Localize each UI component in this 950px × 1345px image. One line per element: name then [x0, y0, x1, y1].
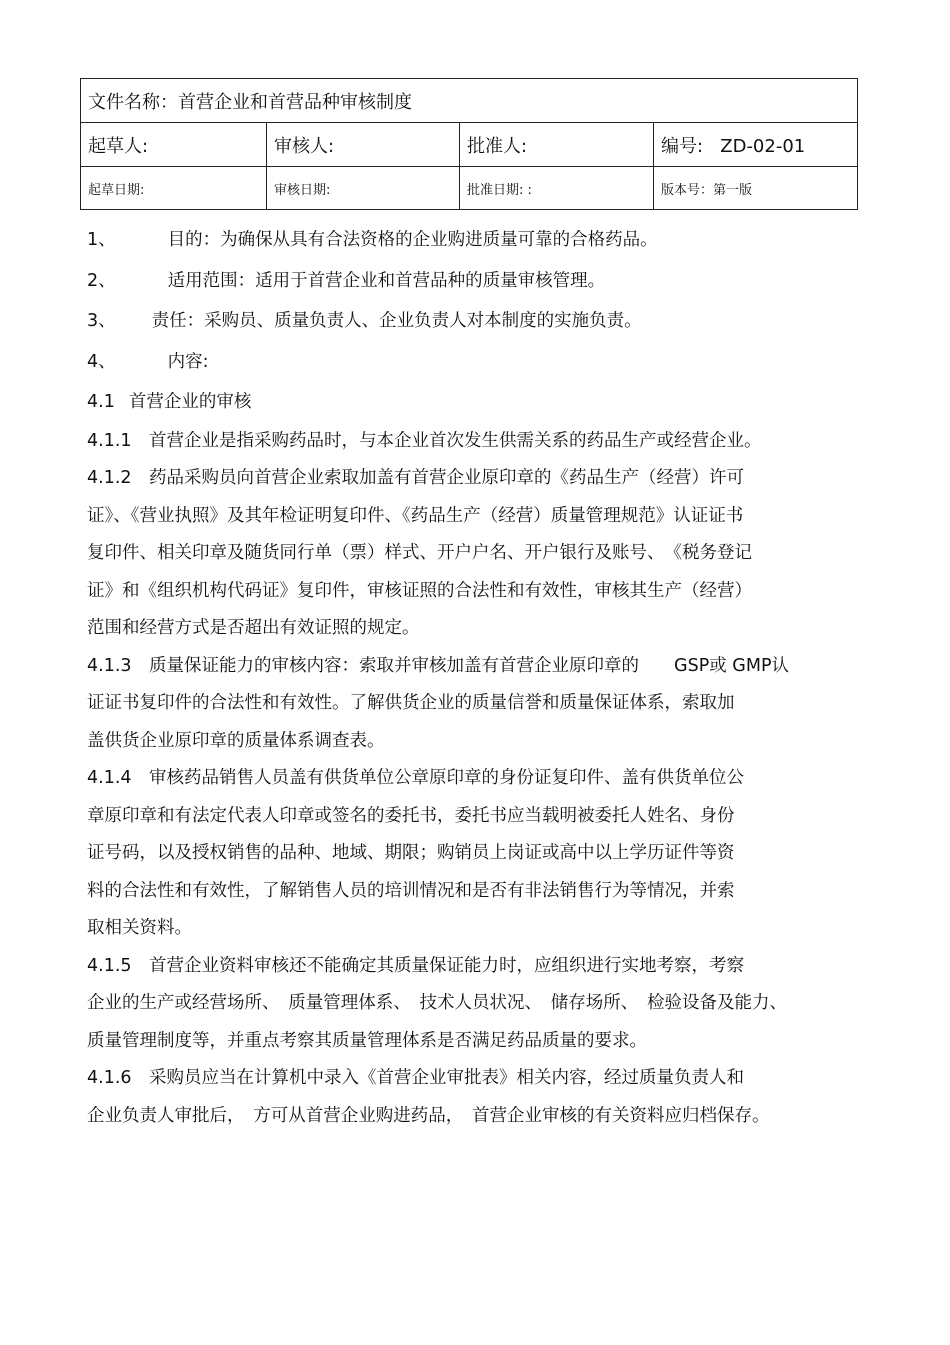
paragraph-4-1-1: [87, 423, 887, 461]
section-number: 2、: [87, 270, 116, 291]
paragraph-line: 证》和《组织机构代码证》复印件，审核证照的合法性和有效性，审核其生产（经营）: [87, 580, 752, 601]
section-responsibility: [87, 301, 887, 342]
paragraph-line: 范围和经营方式是否超出有效证照的规定。: [87, 618, 420, 638]
section-number: 3、: [87, 311, 116, 331]
subsection-heading: [87, 382, 887, 423]
section-number: 4、: [87, 351, 116, 372]
section-purpose: [87, 220, 887, 261]
paragraph-4-1-6: [87, 1060, 887, 1135]
document-body: [87, 220, 887, 1135]
paragraph-line: 4.1.2 药品采购员向首营企业索取加盖有首营企业原印章的《药品生产（经营）许可: [87, 468, 745, 488]
review-date-cell: 审核日期:: [267, 167, 460, 210]
approver-cell: 批准人:: [460, 123, 654, 167]
paragraph-line: 取相关资料。: [87, 918, 192, 938]
section-text: 目的：为确保从具有合法资格的企业购进质量可靠的合格药品。: [167, 230, 658, 250]
paragraph-4-1-4: [87, 760, 887, 948]
document-header-table: [80, 78, 858, 210]
section-number: 1、: [87, 230, 116, 250]
paragraph-line: 证》、《营业执照》及其年检证明复印件、《药品生产（经营）质量管理规范》认证证书: [87, 505, 744, 526]
paragraph-line: 料的合法性和有效性，了解销售人员的培训情况和是否有非法销售行为等情况，并索: [87, 880, 735, 901]
section-content: [87, 342, 887, 383]
code-value: ZD-02-01: [720, 135, 806, 157]
paragraph-line: 企业负责人审批后， 方可从首营企业购进药品， 首营企业审核的有关资料应归档保存。: [87, 1105, 770, 1126]
paragraph-4-1-5: [87, 948, 887, 1061]
paragraph-line: 证证书复印件的合法性和有效性。了解供货企业的质量信誉和质量保证体系，索取加: [87, 693, 735, 713]
paragraph-line: 复印件、相关印章及随货同行单（票）样式、开户户名、开户银行及账号、 《税务登记: [87, 543, 752, 563]
subsection-number: 4.1: [87, 392, 115, 412]
section-scope: [87, 261, 887, 302]
file-name-cell: 文件名称：首营企业和首营品种审核制度: [81, 79, 858, 123]
reviewer-cell: 审核人:: [267, 123, 460, 167]
paragraph-line: 证号码，以及授权销售的品种、地域、期限；购销员上岗证或高中以上学历证件等资: [87, 843, 735, 863]
paragraph-4-1-3: [87, 648, 887, 761]
paragraph-line: 盖供货企业原印章的质量体系调查表。: [87, 730, 385, 751]
paragraph-line: 企业的生产或经营场所、 质量管理体系、 技术人员状况、 储存场所、 检验设备及能力、: [87, 993, 787, 1013]
paragraph-line: 质量管理制度等，并重点考察其质量管理体系是否满足药品质量的要求。: [87, 1030, 647, 1051]
approve-date-cell: 批准日期: :: [460, 167, 654, 210]
version-cell: 版本号：第一版: [654, 167, 858, 210]
paragraph-4-1-2: [87, 460, 887, 648]
subsection-text: 首营企业的审核: [128, 392, 252, 412]
document-code-cell: [654, 123, 858, 167]
drafter-cell: 起草人:: [81, 123, 267, 167]
paragraph-line: 4.1.1 首营企业是指采购药品时，与本企业首次发生供需关系的药品生产或经营企业。: [87, 430, 762, 451]
paragraph-line: 4.1.4 审核药品销售人员盖有供货单位公章原印章的身份证复印件、盖有供货单位公: [87, 768, 745, 788]
paragraph-line: 章原印章和有法定代表人印章或签名的委托书，委托书应当载明被委托人姓名、身份: [87, 805, 735, 826]
section-text: 责任：采购员、质量负责人、企业负责人对本制度的实施负责。: [151, 311, 642, 331]
section-text: 内容:: [167, 351, 209, 372]
paragraph-line: 4.1.6 采购员应当在计算机中录入《首营企业审批表》相关内容，经过质量负责人和: [87, 1068, 745, 1088]
code-label: 编号:: [661, 135, 704, 157]
section-text: 适用范围：适用于首营企业和首营品种的质量审核管理。: [167, 270, 606, 291]
draft-date-cell: 起草日期:: [81, 167, 267, 210]
paragraph-line: 4.1.3 质量保证能力的审核内容：索取并审核加盖有首营企业原印章的 GSP或 GMP认: [87, 655, 790, 676]
paragraph-line: 4.1.5 首营企业资料审核还不能确定其质量保证能力时，应组织进行实地考察，考察: [87, 955, 745, 976]
